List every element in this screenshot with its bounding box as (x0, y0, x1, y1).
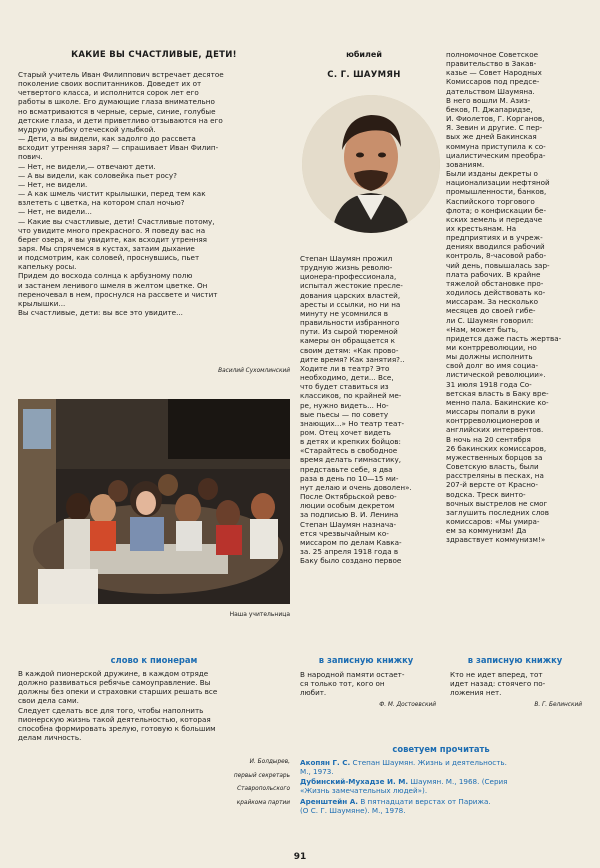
body-line: — Нет, не видели... (18, 207, 92, 217)
recommend-text: В пятнадцати верстах от Парижа. (360, 796, 491, 806)
body-line: контроль, 8-часовой рабо- (446, 251, 547, 261)
body-line: менно пала. Бакинские ко- (446, 397, 549, 407)
body-line: вочных выстрелов не смог (446, 498, 548, 508)
body-line: правильности избранного (300, 318, 400, 328)
body-line: дательством Шаумяна. (446, 86, 535, 96)
body-line: миссарам. За несколько (446, 297, 539, 307)
body-line: Каспийского торгового (446, 196, 535, 206)
recommend-text: Степан Шаумян. Жизнь и деятельность. (352, 758, 507, 767)
recommend-item (300, 758, 584, 776)
body-line: и подсмотрим, как соловей, проснувшись, пьет (18, 253, 200, 263)
body-line: миссары попали в руки (446, 407, 536, 417)
body-line: и застанем ленивого шмеля в желтом цветке. Он (18, 280, 208, 290)
body-line: мудрую улыбку отеческой улыбкой. (18, 124, 156, 134)
body-line: своим детям: «Как прово- (300, 345, 399, 355)
body-line: циалистическим преобра- (446, 150, 546, 160)
body-line: но всматриваются в черные, серые, синие, голубые (18, 106, 216, 116)
body-line: переночевал в нем, проснулся на рассвете и чистит (18, 289, 218, 299)
body-line: Я. Зевин и другие. С пер- (446, 123, 543, 133)
body-line: казье — Совет Народных (446, 68, 542, 78)
body-line: 26 бакинских комиссаров, (446, 443, 547, 453)
body-line: В каждой пионерской дружине, в каждом отряде (18, 669, 209, 678)
body-line: ложения нет. (450, 688, 502, 698)
body-line: Вы счастливые, дети: вы все это увидите... (18, 308, 183, 318)
photo-caption: Наша учительница (229, 611, 290, 618)
recommend-item (300, 797, 584, 815)
body-line: нут делаю и очень доволен». (300, 482, 412, 492)
body-line: комиссаров: «Мы умира- (446, 516, 540, 526)
body-line: мужественных борцов за (446, 452, 543, 462)
body-line: 207-й версте от Красно- (446, 480, 538, 490)
body-line: Кто не идет вперед, тот (450, 670, 543, 679)
body-line: ром. Отец хочет видеть (300, 427, 391, 437)
jubilee-body-1 (300, 254, 432, 565)
body-line: делам личность. (18, 733, 82, 743)
body-line: ветская власть в Баку вре- (446, 388, 549, 398)
body-line: промышленности, банков, (446, 187, 547, 197)
body-line: вых же дней Бакинская (446, 132, 537, 142)
notebook-left-signature: Ф. М. Достоевский (379, 702, 436, 708)
signature-line: первый секретарь (233, 772, 290, 779)
notebook-right-body (450, 670, 584, 697)
recommend-list (300, 758, 584, 816)
body-line: что будет ставиться из (300, 382, 389, 392)
body-line: После Октябрьской рево- (300, 492, 397, 502)
body-line: четвертого класса, и исполнится сорок лет его (18, 88, 199, 98)
recommend-item (300, 777, 584, 795)
body-line: минуту не усомнился в (300, 308, 388, 318)
body-line: ми контрреволюции, но (446, 343, 537, 352)
body-line: работы в школе. Его думающие глаза внимательно (18, 97, 215, 107)
article-body (18, 70, 290, 317)
body-line: «Старайтесь в свободное (300, 446, 398, 456)
body-line: должны без опеки и страховки старших решать все (18, 687, 218, 697)
recommend-text: (О С. Г. Шаумяне). М., 1978. (300, 805, 406, 815)
body-line: представьте себе, я два (300, 464, 393, 474)
body-line: ходилось действовать ко- (446, 288, 546, 298)
body-line: аресты и ссылки, но ни на (300, 299, 401, 309)
body-line: Старый учитель Иван Филиппович встречает десятое (18, 70, 224, 79)
body-line: мы должны исполнить (446, 352, 533, 362)
body-line: ем за коммунизм! Да (446, 526, 527, 536)
article-signature: Василий Сухомлинский (218, 368, 290, 374)
body-line: Комиссаров под предсе- (446, 77, 540, 87)
body-line: Советскую власть, были (446, 462, 539, 472)
body-line: испытал жестокие пресле- (300, 281, 403, 291)
body-line: взлететь с цветка, на котором спал ночью? (18, 198, 185, 208)
pioneer-body (18, 669, 290, 742)
body-line: должно развиваться ребячье самоуправление. Вы (18, 678, 211, 688)
jubilee-kicker: юбилей (346, 50, 382, 59)
body-line: В ночь на 20 сентября (446, 434, 531, 444)
body-line: — Нет, не видели. (18, 179, 88, 189)
body-line: ре, нужно видеть... Но- (300, 400, 389, 410)
recommend-text: М., 1973. (300, 767, 334, 777)
body-line: ется чрезвычайным ко- (300, 528, 389, 538)
body-line: поколение своих воспитанников. Доведет их от (18, 79, 202, 89)
body-line: ционера-профессионала, (300, 272, 397, 282)
body-line: — А вы видели, как соловейка пьет росу? (18, 170, 177, 180)
body-line: ли С. Шаумян говорил: (446, 315, 534, 325)
body-line: крылышки... (18, 298, 66, 308)
body-line: заря. Мы спрячемся в кустах, затаим дыхание (18, 243, 195, 253)
body-line: полномочное Советское (446, 50, 539, 59)
body-line: И. Фиолетов, Г. Корганов, (446, 114, 545, 124)
body-line: заглушить последних слов (446, 507, 549, 517)
body-line: дите время? Как занятия?.. (300, 354, 405, 364)
body-line: способна формировать зрелую, готовую к большим (18, 723, 216, 733)
body-line: необходимо, дети... Все, (300, 373, 394, 383)
body-line: люции особым декретом (300, 501, 395, 511)
body-line: идет назад: стоячего по- (450, 679, 546, 689)
body-line: Степан Шаумян назнача- (300, 519, 397, 529)
body-line: беков, П. Джапаридзе, (446, 104, 533, 114)
body-line: зованиям. (446, 159, 485, 169)
body-line: В него вошли М. Азиз- (446, 95, 531, 105)
body-line: листической революции». (446, 370, 546, 380)
body-line: всходит утренняя заря? — спрашивает Иван Филип- (18, 143, 219, 153)
body-line: В народной памяти остает- (300, 670, 405, 679)
body-line: правительство в Закав- (446, 59, 537, 69)
body-line: Были изданы декреты о (446, 169, 538, 179)
body-line: здравствует коммунизм!» (446, 535, 546, 545)
body-line: — А как шмель чистит крылышки, перед тем как (18, 189, 206, 199)
signature-line: И. Болдырев, (249, 758, 290, 765)
notebook-left-body (300, 670, 440, 697)
body-line: вые пьесы — по совету (300, 409, 389, 419)
portrait-drawing (302, 95, 440, 233)
body-line: берег озера, и вы увидите, как всходит утренняя (18, 234, 208, 244)
body-line: флота; о конфискации бе- (446, 205, 547, 215)
body-line: предприятиях и в учреж- (446, 233, 543, 243)
body-line: — Нет, не видели,— отвечают дети. (18, 161, 156, 171)
classroom-photo-image (18, 399, 290, 604)
jubilee-title: С. Г. ШАУМЯН (327, 70, 401, 80)
body-line: что увидите много прекрасного. Я поведу вас на (18, 225, 206, 235)
body-line: в детях и крепких бойцов: (300, 437, 401, 447)
body-line: время делать гимнастику, (300, 455, 402, 465)
body-line: пути. Из сырой тюремной (300, 327, 398, 337)
signature-line: Ставропольского (237, 786, 290, 793)
classroom-photo (18, 399, 290, 604)
body-line: знающих...» Но театр теат- (300, 418, 405, 428)
body-line: классиков, по крайней ме- (300, 391, 402, 401)
body-line: миссаром по делам Кавка- (300, 537, 402, 547)
recommend-author: Акопян Г. С. (300, 758, 351, 767)
body-line: детские глаза, и дети приветливо отзываются на его (18, 115, 223, 125)
recommend-author: Аренштейн А. (300, 796, 359, 806)
body-line: свои дела сами. (18, 696, 79, 706)
body-line: тяжелой обстановке про- (446, 278, 544, 288)
body-line: Баку было создано первое (300, 556, 402, 566)
recommend-text: «Жизнь замечательных людей»). (300, 786, 428, 796)
notebook-left-heading: в записную книжку (318, 655, 414, 665)
body-line: месяцев до своей гибе- (446, 306, 536, 316)
body-line: любит. (300, 688, 327, 698)
body-line: ся только тот, кого он (300, 679, 385, 689)
body-line: за. 25 апреля 1918 года в (300, 547, 399, 556)
body-line: коммуна приступила к со- (446, 141, 546, 151)
notebook-right-signature: В. Г. Белинский (534, 702, 582, 708)
body-line: Ходите ли в театр? Это (300, 363, 390, 373)
body-line: камеры он обращается к (300, 336, 395, 346)
recommend-author: Дубинский-Мухадзе И. М. (300, 777, 409, 787)
body-line: — Дети, а вы видели, как задолго до рассвета (18, 134, 196, 144)
body-line: английских интервентов. (446, 425, 544, 435)
body-line: кских земель и передаче (446, 214, 543, 224)
body-line: «Нам, может быть, (446, 324, 519, 334)
body-line: 31 июля 1918 года Со- (446, 379, 532, 389)
body-line: водска. Треск винто- (446, 489, 526, 499)
body-line: за подписью В. И. Ленина (300, 510, 399, 520)
body-line: дениях вводился рабочий (446, 242, 545, 252)
notebook-right-heading: в записную книжку (467, 655, 563, 665)
body-line: придется даже пасть жертва- (446, 333, 562, 343)
body-line: свой долг во имя социа- (446, 361, 539, 371)
page-number: 91 (293, 852, 307, 862)
body-line: пионерскую жизнь такой деятельностью, которая (18, 714, 211, 724)
body-line: расстреляны в песках, на (446, 471, 544, 481)
recommend-text: Шаумян. М., 1968. (Серия (410, 777, 508, 787)
body-line: капельку росы. (18, 262, 77, 272)
signature-line: крайкома партии (236, 800, 290, 807)
body-line: контрреволюционеров и (446, 416, 540, 426)
body-line: их крестьянам. На (446, 223, 517, 233)
body-line: Следует сделать все для того, чтобы наполнить (18, 705, 204, 715)
body-line: плата рабочих. В крайне (446, 269, 541, 279)
pioneer-signature (18, 752, 290, 813)
body-line: чий день, повышалась зар- (446, 260, 550, 270)
body-line: — Какие вы счастливые, дети! Счастливые потому, (18, 216, 215, 226)
recommend-heading: советуем прочитать (392, 744, 490, 754)
body-line: дования царских властей, (300, 290, 401, 300)
shaumyan-portrait (302, 95, 440, 233)
body-line: пович. (18, 152, 43, 162)
body-line: раза в день по 10—15 ми- (300, 473, 399, 483)
article-title: КАКИЕ ВЫ СЧАСТЛИВЫЕ, ДЕТИ! (71, 50, 237, 60)
body-line: Придем до восхода солнца к арбузному полю (18, 271, 193, 281)
body-line: Степан Шаумян прожил (300, 254, 393, 263)
jubilee-body-2 (446, 50, 582, 544)
body-line: национализации нефтяной (446, 178, 550, 188)
body-line: трудную жизнь револю- (300, 263, 393, 273)
pioneer-heading: слово к пионерам (110, 655, 198, 665)
